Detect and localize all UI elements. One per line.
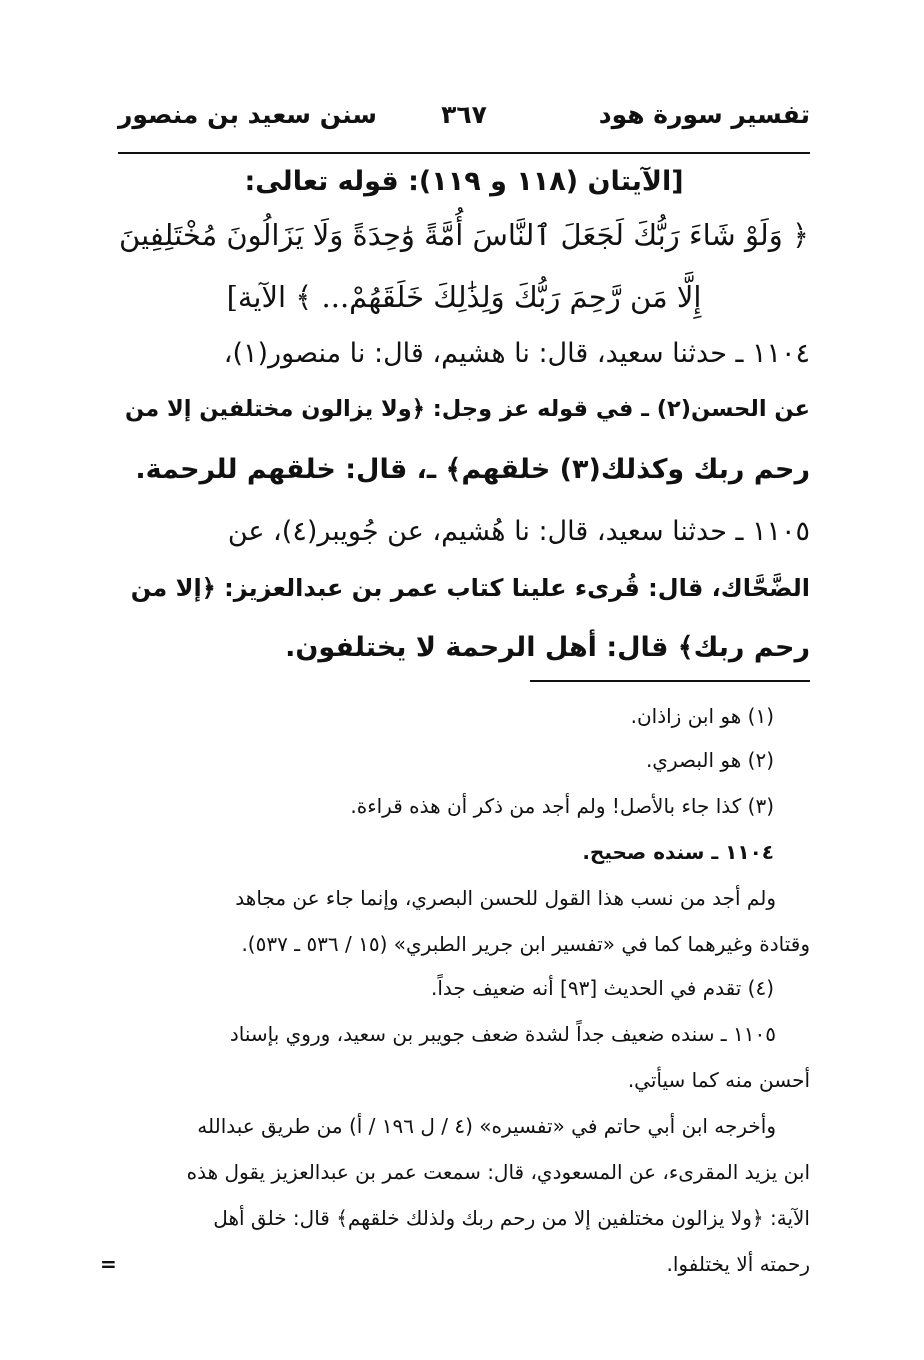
- header-divider: [118, 152, 810, 154]
- footnote-text-line: وأخرجه ابن أبي حاتم في «تفسيره» (٤ / ل ١٩٦ / أ) من طريق عبدالله: [197, 1114, 776, 1138]
- quran-verse-line-2: إِلَّا مَن رَّحِمَ رَبُّكَ وَلِذَٰلِكَ خَلَقَهُمْ... ﴾ الآية]: [226, 280, 702, 314]
- hadith-1104-line-1: ١١٠٤ ـ حدثنا سعيد، قال: نا هشيم، قال: نا منصور(١)،: [223, 338, 810, 369]
- continuation-mark: =: [100, 1252, 117, 1276]
- section-heading: [الآيتان (١١٨ و ١١٩): قوله تعالى:: [244, 166, 684, 197]
- hadith-1104-line-3: رحم ربك وكذلك(٣) خلقهم﴾ ـ، قال: خلقهم للرحمة.: [135, 454, 810, 485]
- footnote-text-line: رحمته ألا يختلفوا.: [666, 1252, 810, 1276]
- footnote-2: (٢) هو البصري.: [645, 748, 774, 772]
- footnote-takhrij-1104: ١١٠٤ ـ سنده صحيح.: [582, 840, 774, 864]
- page-number: ٣٦٧: [441, 100, 487, 129]
- footnote-3: (٣) كذا جاء بالأصل! ولم أجد من ذكر أن هذه قراءة.: [350, 794, 774, 818]
- hadith-1105-line-3: رحم ربك﴾ قال: أهل الرحمة لا يختلفون.: [285, 632, 810, 663]
- hadith-1104-line-2: عن الحسن(٢) ـ في قوله عز وجل: ﴿ولا يزالون مختلفين إلا من: [124, 396, 810, 422]
- chapter-title: تفسير سورة هود: [598, 100, 810, 129]
- footnote-text-line: أحسن منه كما سيأتي.: [627, 1068, 810, 1092]
- hadith-1105-line-1: ١١٠٥ ـ حدثنا سعيد، قال: نا هُشيم، عن جُويبر(٤)، عن: [227, 516, 810, 547]
- footnote-text-line: ابن يزيد المقرىء، عن المسعودي، قال: سمعت عمر بن عبدالعزيز يقول هذه: [186, 1160, 810, 1184]
- footnote-text-line: وقتادة وغيرهما كما في «تفسير ابن جرير الطبري» (١٥ / ٥٣٦ ـ ٥٣٧).: [241, 932, 810, 956]
- quran-verse-line-1: ﴿ وَلَوْ شَاءَ رَبُّكَ لَجَعَلَ ٱلنَّاسَ أُمَّةً وَٰحِدَةً وَلَا يَزَالُونَ مُخْتَلِفِينَ: [119, 218, 809, 252]
- footnote-1: (١) هو ابن زاذان.: [630, 704, 774, 728]
- footnote-divider: [530, 680, 810, 682]
- footnote-text-line: الآية: ﴿ولا يزالون مختلفين إلا من رحم ربك ولذلك خلقهم﴾ قال: خلق أهل: [213, 1206, 810, 1230]
- footnote-takhrij-1105: ١١٠٥ ـ سنده ضعيف جداً لشدة ضعف جويبر بن سعيد، وروي بإسناد: [229, 1022, 776, 1046]
- hadith-1105-line-2: الضَّحَّاك، قال: قُرىء علينا كتاب عمر بن عبدالعزيز: ﴿إلا من: [130, 574, 810, 602]
- footnote-text-line: ولم أجد من نسب هذا القول للحسن البصري، وإنما جاء عن مجاهد: [235, 886, 776, 910]
- book-title: سنن سعيد بن منصور: [118, 100, 378, 129]
- running-header: [118, 100, 810, 148]
- footnote-4: (٤) تقدم في الحديث [٩٣] أنه ضعيف جداً.: [430, 976, 774, 1000]
